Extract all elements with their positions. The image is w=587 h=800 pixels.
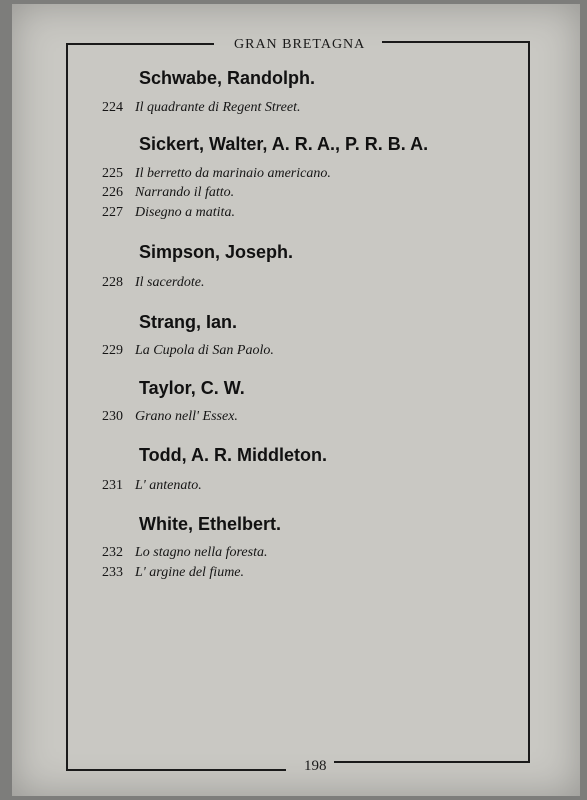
page-header: GRAN BRETAGNA bbox=[234, 37, 366, 52]
work-title: Il berretto da marinaio americano. bbox=[135, 166, 331, 181]
frame-right bbox=[528, 41, 530, 761]
artist-name: White, Ethelbert. bbox=[139, 514, 282, 534]
work-entry bbox=[102, 166, 331, 182]
work-number: 230 bbox=[102, 409, 123, 424]
book-page bbox=[12, 4, 580, 796]
work-entry bbox=[102, 205, 235, 221]
artist-name: Schwabe, Randolph. bbox=[139, 68, 316, 88]
work-entry bbox=[102, 185, 234, 201]
work-entry bbox=[102, 545, 268, 561]
work-title: L' argine del fiume. bbox=[135, 565, 245, 580]
work-title: Lo stagno nella foresta. bbox=[135, 545, 268, 560]
frame-bottom-left bbox=[66, 769, 286, 771]
work-title: Disegno a matita. bbox=[135, 205, 235, 220]
work-entry bbox=[102, 343, 274, 359]
work-title: Il sacerdote. bbox=[135, 275, 205, 290]
work-number: 227 bbox=[102, 205, 123, 220]
work-title: La Cupola di San Paolo. bbox=[135, 343, 274, 358]
frame-top-left bbox=[66, 43, 214, 45]
work-number: 224 bbox=[102, 100, 123, 115]
artist-name: Sickert, Walter, A. R. A., P. R. B. A. bbox=[139, 134, 429, 154]
work-number: 226 bbox=[102, 185, 123, 200]
frame-top-right bbox=[382, 41, 530, 43]
page-number: 198 bbox=[304, 758, 327, 774]
artist-name: Todd, A. R. Middleton. bbox=[139, 445, 327, 465]
work-title: Il quadrante di Regent Street. bbox=[135, 100, 301, 115]
frame-bottom-right bbox=[334, 761, 530, 763]
work-number: 228 bbox=[102, 275, 123, 290]
work-entry bbox=[102, 478, 202, 494]
work-entry bbox=[102, 409, 238, 425]
frame-left bbox=[66, 43, 68, 771]
work-entry bbox=[102, 275, 204, 291]
work-title: Narrando il fatto. bbox=[135, 185, 235, 200]
work-entry bbox=[102, 100, 301, 116]
artist-name: Strang, Ian. bbox=[139, 312, 238, 332]
work-number: 229 bbox=[102, 343, 123, 358]
artist-name: Taylor, C. W. bbox=[139, 378, 245, 398]
work-title: L' antenato. bbox=[135, 478, 202, 493]
work-number: 225 bbox=[102, 166, 123, 181]
work-entry bbox=[102, 565, 244, 581]
work-number: 232 bbox=[102, 545, 123, 560]
work-number: 233 bbox=[102, 565, 123, 580]
work-title: Grano nell' Essex. bbox=[135, 409, 238, 424]
artist-name: Simpson, Joseph. bbox=[139, 242, 294, 262]
work-number: 231 bbox=[102, 478, 123, 493]
